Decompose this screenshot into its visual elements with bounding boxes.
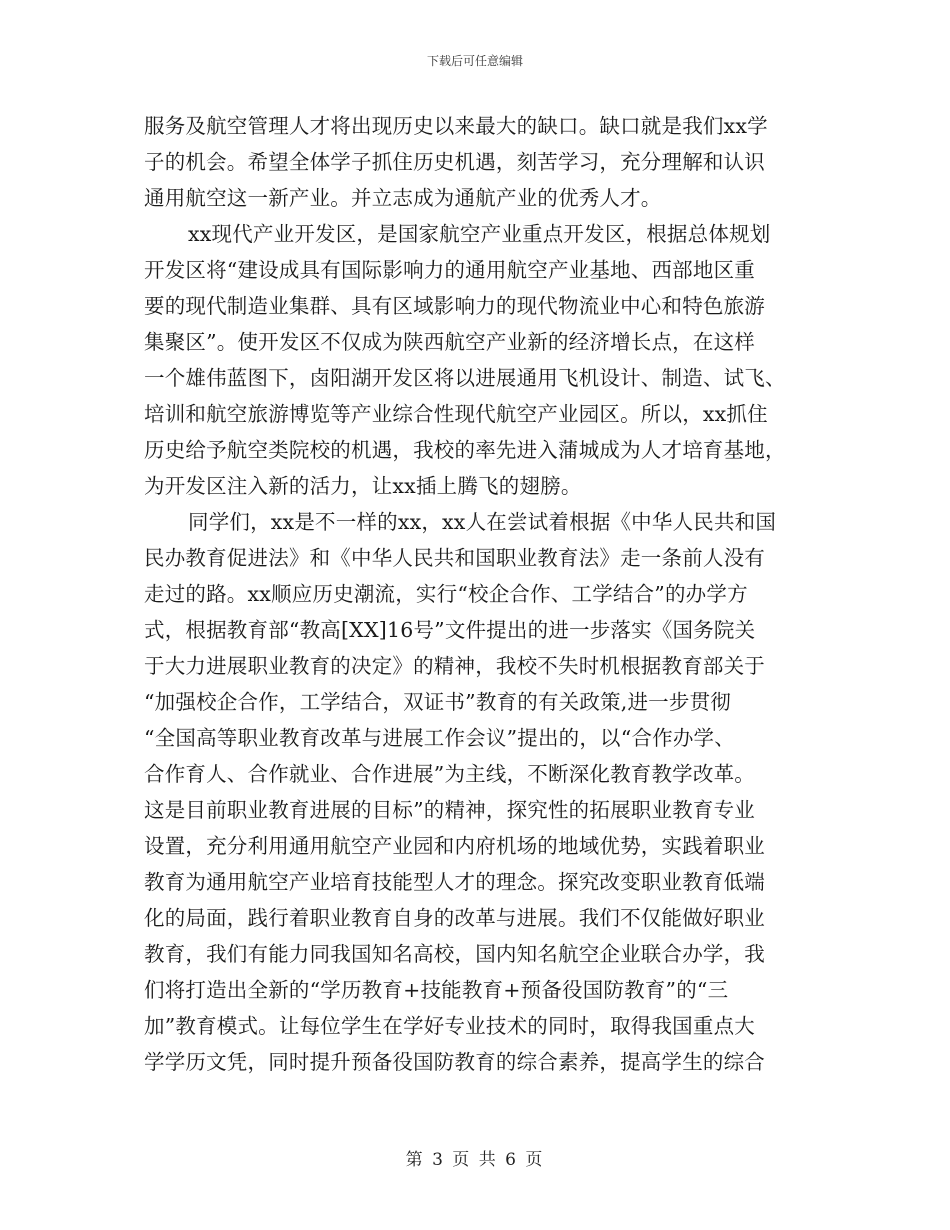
text-line: 教育，我们有能力同我国知名高校，国内知名航空企业联合办学，我 — [144, 942, 765, 966]
text-line: 子的机会。希望全体学子抓住历史机遇，刻苦学习，充分理解和认识 — [144, 150, 765, 174]
text-line: 历史给予航空类院校的机遇，我校的率先进入蒲城成为人才培育基地， — [144, 438, 786, 462]
text-line: 设置，充分利用通用航空产业园和内府机场的地域优势，实践着职业 — [144, 834, 765, 858]
text-line: xx现代产业开发区，是国家航空产业重点开发区，根据总体规划 — [188, 222, 771, 246]
document-body — [144, 108, 816, 1080]
text-line: 学学历文凭，同时提升预备役国防教育的综合素养，提高学生的综合 — [144, 1050, 765, 1074]
text-line: 合作育人、合作就业、合作进展”为主线，不断深化教育教学改革。 — [144, 762, 755, 786]
text-line: 开发区将“建设成具有国际影响力的通用航空产业基地、西部地区重 — [144, 258, 755, 282]
text-line: 培训和航空旅游博览等产业综合性现代航空产业园区。所以，xx抓住 — [144, 402, 768, 426]
page-number: 第 3 页 共 6 页 — [405, 1150, 545, 1170]
text-line: 化的局面，践行着职业教育自身的改革与进展。我们不仅能做好职业 — [144, 906, 765, 930]
text-line: 为开发区注入新的活力，让xx插上腾飞的翅膀。 — [144, 474, 582, 498]
page-header-note: 下载后可任意编辑 — [426, 54, 523, 68]
text-line: 走过的路。xx顺应历史潮流，实行“校企合作、工学结合”的办学方 — [144, 582, 748, 606]
text-line: 通用航空这一新产业。并立志成为通航产业的优秀人才。 — [144, 186, 662, 210]
text-line: 要的现代制造业集群、具有区域影响力的现代物流业中心和特色旅游 — [144, 294, 765, 318]
text-line: 民办教育促进法》和《中华人民共和国职业教育法》走一条前人没有 — [144, 546, 765, 570]
text-line: 服务及航空管理人才将出现历史以来最大的缺口。缺口就是我们xx学 — [144, 114, 768, 138]
text-line: 们将打造出全新的“学历教育+技能教育+预备役国防教育”的“三 — [144, 978, 729, 1002]
text-line: “全国高等职业教育改革与进展工作会议”提出的，以“合作办学、 — [144, 726, 735, 750]
text-line: 一个雄伟蓝图下，卤阳湖开发区将以进展通用飞机设计、制造、试飞、 — [144, 366, 786, 390]
text-line: 式，根据教育部“教高[XX]16号”文件提出的进一步落实《国务院关 — [144, 618, 756, 642]
text-line: “加强校企合作，工学结合，双证书”教育的有关政策,进一步贯彻 — [144, 690, 731, 714]
text-line: 同学们，xx是不一样的xx，xx人在尝试着根据《中华人民共和国 — [188, 510, 777, 534]
text-line: 集聚区”。使开发区不仅成为陕西航空产业新的经济增长点，在这样 — [144, 330, 755, 354]
text-line: 这是目前职业教育进展的目标”的精神，探究性的拓展职业教育专业 — [144, 798, 755, 822]
text-line: 加”教育模式。让每位学生在学好专业技术的同时，取得我国重点大 — [144, 1014, 755, 1038]
text-line: 教育为通用航空产业培育技能型人才的理念。探究改变职业教育低端 — [144, 870, 765, 894]
text-line: 于大力进展职业教育的决定》的精神，我校不失时机根据教育部关于 — [144, 654, 765, 678]
